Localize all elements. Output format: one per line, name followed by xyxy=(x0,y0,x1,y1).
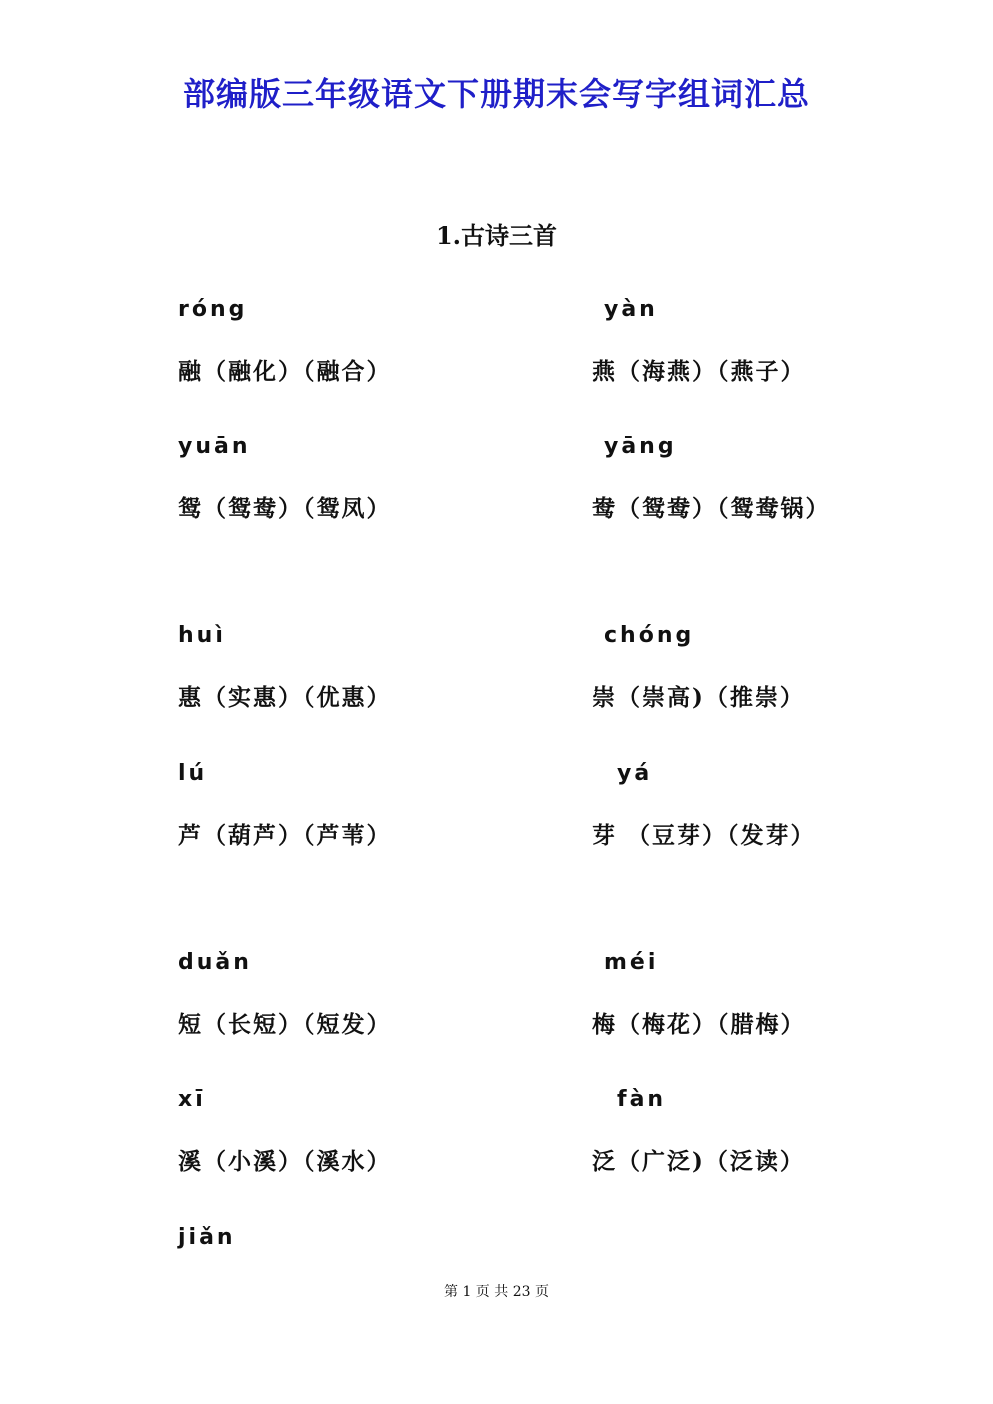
pinyin-lu: lú xyxy=(178,761,208,786)
word-entry-chong: 崇（崇高)（推崇） xyxy=(592,684,805,711)
word-entry-yuan: 鸳（鸳鸯）（鸳凤） xyxy=(178,495,392,522)
word-entry-lu: 芦（葫芦）（芦苇） xyxy=(178,822,392,849)
document-title: 部编版三年级语文下册期末会写字组词汇总 xyxy=(182,75,810,113)
pinyin-chong: chóng xyxy=(604,623,695,648)
page-footer: 第 1 页 共 23 页 xyxy=(444,1284,549,1300)
pinyin-rong: róng xyxy=(178,297,248,322)
pinyin-jian: jiǎn xyxy=(178,1225,236,1250)
word-entry-xi: 溪（小溪）（溪水） xyxy=(178,1148,392,1175)
pinyin-ya: yá xyxy=(617,761,653,786)
pinyin-xi: xī xyxy=(178,1087,206,1112)
pinyin-fan: fàn xyxy=(617,1087,667,1112)
word-entry-yan: 燕（海燕）（燕子） xyxy=(592,358,806,385)
word-entry-mei: 梅（梅花）（腊梅） xyxy=(592,1011,806,1038)
word-entry-duan: 短（长短）（短发） xyxy=(178,1011,392,1038)
word-entry-ya: 芽 （豆芽）（发芽） xyxy=(592,822,816,849)
word-entry-rong: 融（融化）（融合） xyxy=(178,358,392,385)
pinyin-duan: duǎn xyxy=(178,950,252,975)
pinyin-yang: yāng xyxy=(604,434,677,459)
pinyin-yuan: yuān xyxy=(178,434,251,459)
word-entry-fan: 泛（广泛)（泛读） xyxy=(592,1148,805,1175)
pinyin-hui: huì xyxy=(178,623,226,648)
pinyin-yan: yàn xyxy=(604,297,658,322)
lesson-title: 1.古诗三首 xyxy=(435,221,558,250)
word-entry-yang: 鸯（鸳鸯）（鸳鸯锅） xyxy=(592,495,831,522)
pinyin-mei: méi xyxy=(604,950,659,975)
word-entry-hui: 惠（实惠）（优惠） xyxy=(178,684,392,711)
